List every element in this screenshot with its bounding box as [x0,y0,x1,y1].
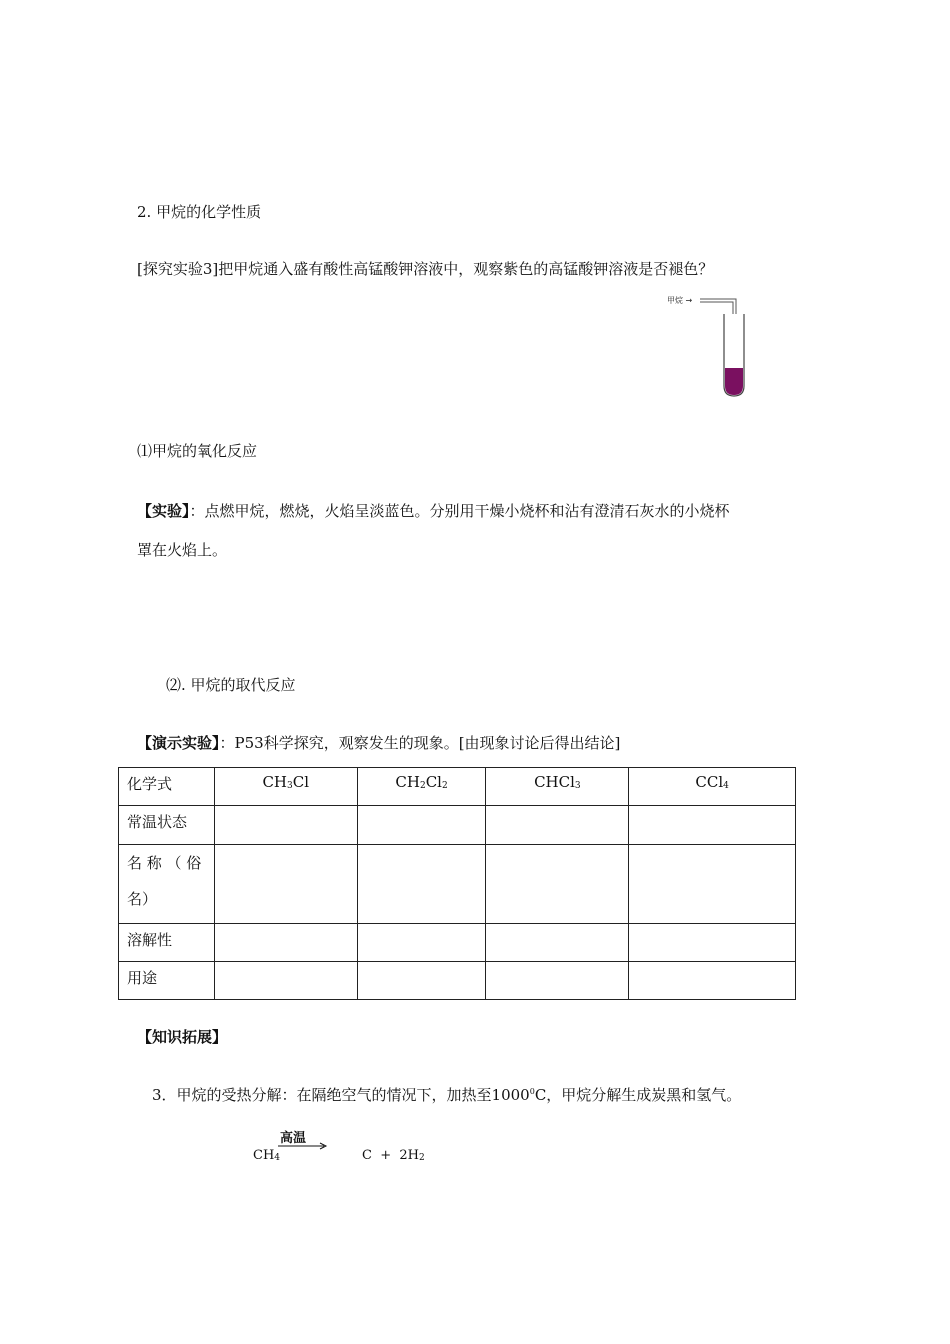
products: $C + 2H_2$ [362,1148,425,1163]
experiment-3-text: [探究实验3]把甲烷通入盛有酸性高锰酸钾溶液中，观察紫色的高锰酸钾溶液是否褪色？ [137,260,714,278]
reaction-arrow [278,1142,328,1150]
experiment-text: ：点燃甲烷，燃烧，火焰呈淡蓝色。分别用干燥小烧杯和沾有澄清石灰水的小烧杯 [189,502,730,520]
experiment-paragraph-line1 [137,504,730,519]
table-corner-cell: 化学式 [119,768,215,806]
permanganate-liquid [725,368,743,395]
properties-table [118,767,796,1000]
row-label-solubility: 溶解性 [119,924,215,962]
formula-ccl4: CCl$_4$ [629,768,796,806]
formula-chcl3: CHCl$_3$ [486,768,629,806]
row-label-name: 名 称 （ 俗 名） [119,845,215,924]
experiment-paragraph-line2: 罩在火焰上。 [137,541,228,559]
section-heading: 2. 甲烷的化学性质 [137,203,262,221]
experiment-label: 【实验】 [137,502,190,520]
table-row [119,845,796,924]
item-3-text: 3．甲烷的受热分解：在隔绝空气的情况下，加热至1000$^0$C，甲烷分解生成炭黑和氢气。 [152,1086,742,1104]
demo-text: ：P53科学探究，观察发生的现象。[由现象讨论后得出结论] [219,734,621,752]
test-tube-figure [664,290,764,400]
demo-paragraph [137,736,620,751]
reactant-ch4: $CH_4$ [253,1148,281,1163]
knowledge-extension-heading: 【知识拓展】 [137,1028,228,1046]
demo-label: 【演示实验】 [137,734,220,752]
degree-superscript: 0 [529,1087,535,1096]
subsection-1-heading: ⑴甲烷的氧化反应 [137,442,258,460]
row-label-use: 用途 [119,962,215,1000]
table-row [119,924,796,962]
table-row [119,962,796,1000]
test-tube-diagram [664,290,764,400]
row-label-state: 常温状态 [119,806,215,845]
subsection-2-heading: ⑵. 甲烷的取代反应 [166,676,296,694]
table-header-row [119,768,796,806]
formula-ch2cl2: $CH_2Cl_2$ [357,768,486,806]
reaction-condition: 高温 [280,1131,307,1146]
table-row [119,806,796,845]
decomposition-equation [250,1127,450,1167]
gas-label: 甲烷 → [667,296,693,305]
formula-ch3cl: $CH_3Cl$ [214,768,357,806]
